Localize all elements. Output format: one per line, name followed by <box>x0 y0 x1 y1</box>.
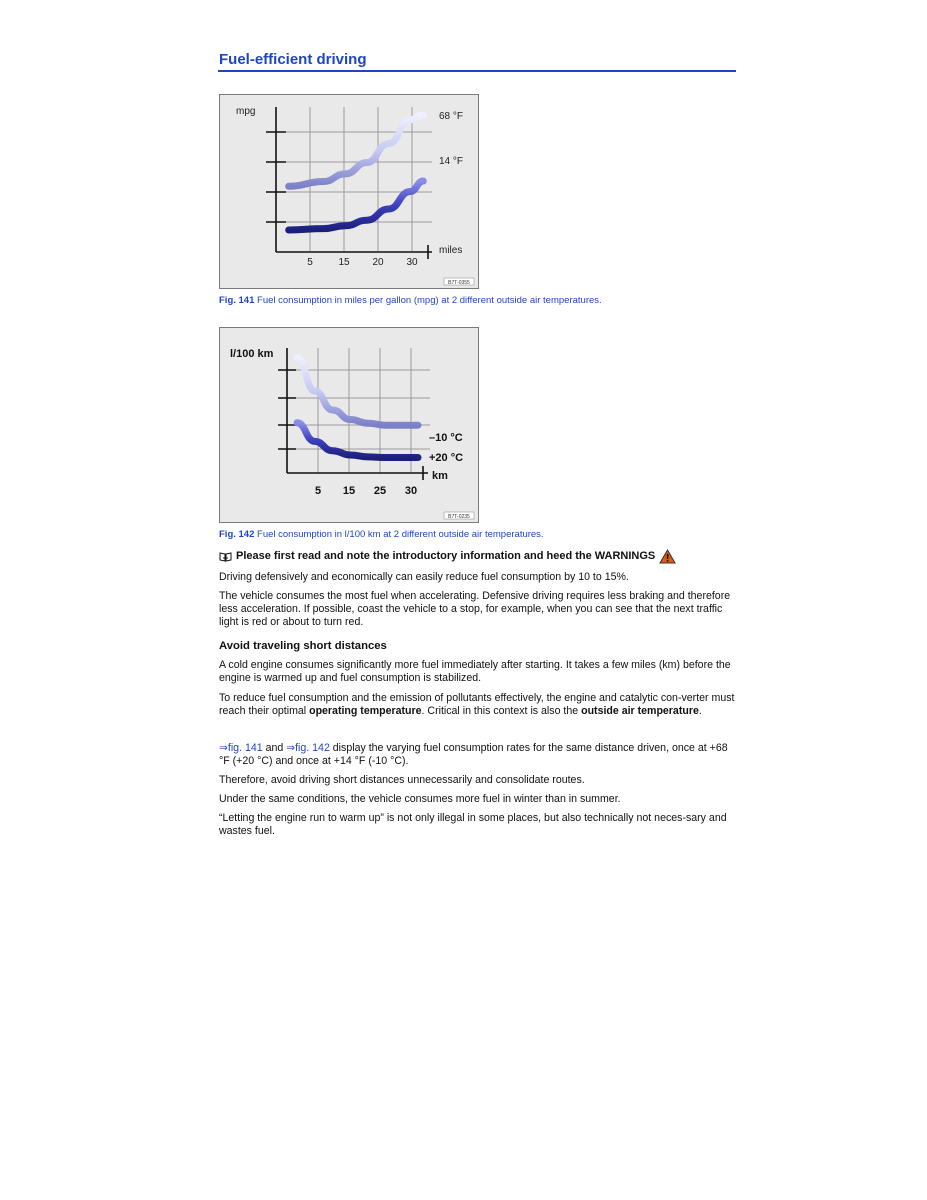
figure-141-caption <box>219 295 602 306</box>
bold-text: operating temperature <box>309 705 422 717</box>
x-tick-label: 20 <box>372 257 384 268</box>
warning-icon <box>659 549 676 564</box>
chart-mpg <box>220 95 478 288</box>
series-14f-curve <box>289 181 424 230</box>
caption-label: Fig. 142 <box>219 529 255 540</box>
note-heading-text: Please first read and note the introductory information and heed the WARNINGS <box>236 550 656 562</box>
x-tick-label: 25 <box>373 485 387 497</box>
x-tick-label: 30 <box>404 485 418 497</box>
text-span: and <box>262 742 287 754</box>
chart-l100km <box>220 328 478 522</box>
figure-141 <box>219 94 479 289</box>
figure-142-caption <box>219 529 544 540</box>
note-heading <box>219 549 739 564</box>
fig-142-link[interactable]: ⇒fig. 142 <box>286 742 330 754</box>
series-label-minus10c: –10 °C <box>429 432 463 444</box>
series-minus10c-curve <box>297 358 418 425</box>
x-tick-label: 15 <box>342 485 356 497</box>
title-rule <box>218 70 736 72</box>
caption-text: Fuel consumption in l/100 km at 2 different outside air temperatures. <box>254 529 544 540</box>
paragraph <box>219 692 739 718</box>
subheading: Avoid traveling short distances <box>219 640 387 652</box>
paragraph: Therefore, avoid driving short distances unnecessarily and consolidate routes. <box>219 774 585 786</box>
text-span: . Critical in this context is also the <box>421 705 582 717</box>
paragraph: Under the same conditions, the vehicle consumes more fuel in winter than in summer. <box>219 793 621 805</box>
series-label-14f: 14 °F <box>439 156 464 167</box>
caption-label: Fig. 141 <box>219 295 255 306</box>
x-tick-label: 5 <box>314 485 322 497</box>
bold-text: outside air temperature <box>581 705 699 717</box>
figure-code: B7T-0235 <box>448 514 470 520</box>
text-span: display the varying fuel consumption rates for the same distance driven, once at +68 °F (+20 °C) and once at +14 °F (-10 °C). <box>219 742 728 767</box>
y-axis-label: l/100 km <box>230 348 274 360</box>
series-label-plus20c: +20 °C <box>429 452 464 464</box>
paragraph: The vehicle consumes the most fuel when accelerating. Defensive driving requires less braking and therefore less acceleration. If possible, coast the vehicle to a stop, for example, when you can see that the next traffic light is red or about to turn red. <box>219 590 731 628</box>
figure-code: B7T-0355 <box>448 280 470 286</box>
paragraph: Driving defensively and economically can easily reduce fuel consumption by 10 to 15%. <box>219 571 629 583</box>
series-label-68f: 68 °F <box>439 111 464 122</box>
text-span: To reduce fuel consumption and the emission of pollutants effectively, the engine and catalytic con-verter must reach their optimal <box>219 692 735 717</box>
y-axis-label: mpg <box>236 106 256 117</box>
fig-141-link[interactable]: ⇒fig. 141 <box>219 742 263 754</box>
book-icon <box>219 552 232 562</box>
x-tick-label: 5 <box>307 257 313 268</box>
x-tick-label: 30 <box>406 257 418 268</box>
x-axis-label: miles <box>439 245 463 256</box>
page-title: Fuel-efficient driving <box>219 51 367 68</box>
paragraph: “Letting the engine run to warm up” is not only illegal in some places, but also technically not neces-sary and wastes fuel. <box>219 812 727 837</box>
figure-142 <box>219 327 479 523</box>
x-tick-label: 15 <box>338 257 350 268</box>
x-axis-label: km <box>432 470 448 482</box>
caption-text: Fuel consumption in miles per gallon (mpg) at 2 different outside air temperatures. <box>254 295 602 306</box>
series-68f-curve <box>289 115 424 186</box>
paragraph <box>219 742 739 768</box>
paragraph: A cold engine consumes significantly more fuel immediately after starting. It takes a few miles (km) before the engine is warmed up and fuel consumption is stabilized. <box>219 659 731 684</box>
text-span: . <box>698 705 702 717</box>
